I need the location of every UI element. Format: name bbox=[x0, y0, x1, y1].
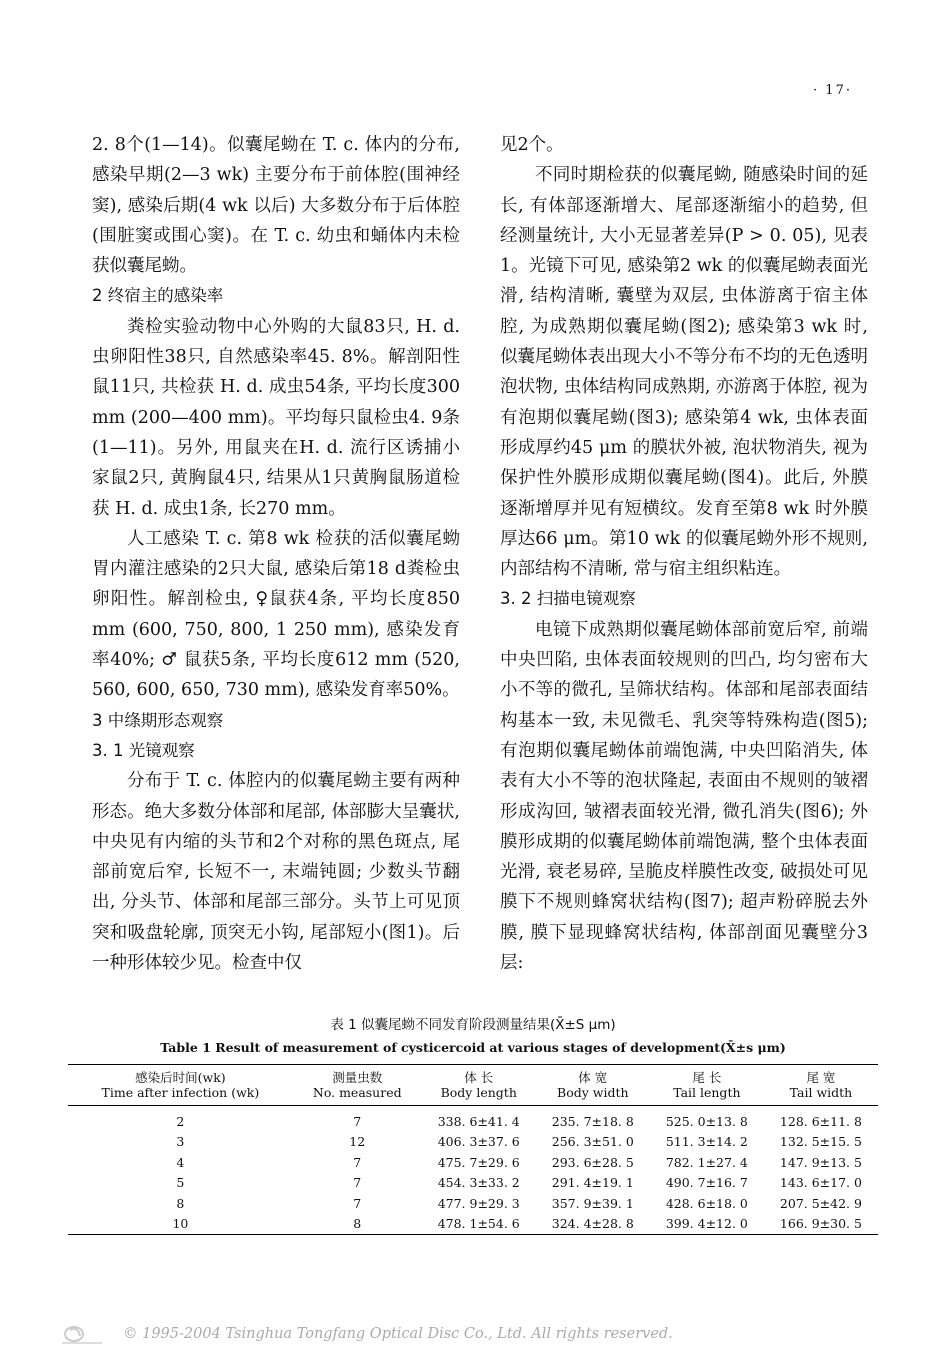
column-header bbox=[68, 1065, 293, 1106]
table-cell: 293. 6±28. 5 bbox=[551, 1154, 634, 1170]
table-cell: 525. 0±13. 8 bbox=[665, 1113, 748, 1129]
table-row bbox=[68, 1132, 878, 1153]
table-cell: 7 bbox=[353, 1175, 362, 1191]
table-cell: 399. 4±12. 0 bbox=[650, 1214, 764, 1235]
table-cell: 143. 6±17. 0 bbox=[779, 1175, 862, 1191]
table-cell: 338. 6±41. 4 bbox=[437, 1113, 520, 1129]
table-cell: 5 bbox=[176, 1175, 185, 1191]
table-cell: 475. 7±29. 6 bbox=[437, 1154, 520, 1170]
column-header-en: Time after infection (wk) bbox=[101, 1085, 260, 1100]
footer bbox=[60, 1322, 920, 1352]
table-cell: 7 bbox=[353, 1195, 362, 1211]
table-cell: 490. 7±16. 7 bbox=[665, 1175, 748, 1191]
column-header-en: No. measured bbox=[312, 1085, 402, 1100]
table-cell: 10 bbox=[68, 1214, 293, 1235]
table-row bbox=[68, 1152, 878, 1173]
table-cell: 406. 3±37. 6 bbox=[437, 1134, 520, 1150]
section-heading: 2 终宿主的感染率 bbox=[92, 286, 224, 306]
table-cell: 2 bbox=[176, 1113, 185, 1129]
body-paragraph: 粪检实验动物中心外购的大鼠83只, H. d. 虫卵阳性38只, 自然感染率45. 8%。解剖阳性鼠11只, 共检获 H. d. 成虫54条, 平均长度300 mm (200—400 mm)。平均每只鼠检虫4. 9条(1—11)。另外, 用鼠夹在H. d. 流行区诱捕小家鼠2只, 黄胸鼠4只, 结果从1只黄胸鼠肠道检获 H. d. 成虫1条, 长270 mm。 bbox=[92, 316, 460, 519]
column-header-cn: 体 长 bbox=[464, 1070, 494, 1085]
table-cell: 7 bbox=[353, 1154, 362, 1170]
table-cell: 8 bbox=[176, 1195, 185, 1211]
table-cell: 3 bbox=[176, 1134, 185, 1150]
column-header-en: Tail width bbox=[789, 1085, 853, 1100]
column-header-cn: 感染后时间(wk) bbox=[135, 1070, 226, 1085]
section-heading: 3. 1 光镜观察 bbox=[92, 740, 195, 760]
table-body bbox=[68, 1106, 878, 1235]
section-heading: 3. 2 扫描电镜观察 bbox=[500, 589, 636, 609]
table-cell: 782. 1±27. 4 bbox=[665, 1154, 748, 1170]
table-cell: 357. 9±39. 1 bbox=[551, 1195, 634, 1211]
table-cell: 454. 3±33. 2 bbox=[437, 1175, 520, 1191]
column-header-cn: 体 宽 bbox=[578, 1070, 608, 1085]
table-row bbox=[68, 1173, 878, 1194]
right-column bbox=[500, 130, 868, 978]
table-cell: 256. 3±51. 0 bbox=[551, 1134, 634, 1150]
page-number: · 17· bbox=[813, 83, 852, 98]
body-paragraph: 2. 8个(1—14)。似囊尾蚴在 T. c. 体内的分布, 感染早期(2—3 wk) 主要分布于前体腔(围神经窦), 感染后期(4 wk 以后) 大多数分布于后体腔(围脏窦或围心窦)。在 T. c. 幼虫和蛹体内未检获似囊尾蚴。 bbox=[92, 135, 460, 277]
table-cell: 128. 6±11. 8 bbox=[779, 1113, 862, 1129]
table-row bbox=[68, 1193, 878, 1214]
table-cell: 4 bbox=[176, 1154, 185, 1170]
table-cell: 324. 4±28. 8 bbox=[536, 1214, 650, 1235]
column-header-en: Tail length bbox=[673, 1085, 741, 1100]
table-row bbox=[68, 1214, 878, 1235]
table-cell: 7 bbox=[353, 1113, 362, 1129]
table-cell: 166. 9±30. 5 bbox=[764, 1214, 878, 1235]
body-paragraph: 不同时期检获的似囊尾蚴, 随感染时间的延长, 有体部逐渐增大、尾部逐渐缩小的趋势, 但经测量统计, 大小无显著差异(P > 0. 05), 见表1。光镜下可见, 感染第2 wk 的似囊尾蚴表面光滑, 结构清晰, 囊壁为双层, 虫体游离于宿主体腔, 为成熟期似囊尾蚴(图2); 感染第3 wk 时, 似囊尾蚴体表出现大小不等分布不均的无色透明泡状物, 虫体结构同成熟期, 亦游离于体腔, 视为有泡期似囊尾蚴(图3); 感染第4 wk, 虫体表面形成厚约45 μm 的膜状外被, 泡状物消失, 视为保护性外膜形成期似囊尾蚴(图4)。此后, 外膜逐渐增厚并见有短横纹。发育至第8 wk 时外膜厚达66 μm。第10 wk 的似囊尾蚴外形不规则, 内部结构不清晰, 常与宿主组织粘连。 bbox=[500, 165, 868, 580]
table-1 bbox=[68, 1014, 878, 1235]
table-cell: 207. 5±42. 9 bbox=[779, 1195, 862, 1211]
cnki-logo-icon bbox=[60, 1324, 104, 1346]
left-column bbox=[92, 130, 460, 978]
copyright-notice: © 1995-2004 Tsinghua Tongfang Optical Disc Co., Ltd. All rights reserved. bbox=[123, 1326, 673, 1342]
table-cell: 477. 9±29. 3 bbox=[437, 1195, 520, 1211]
section-heading: 3 中绦期形态观察 bbox=[92, 710, 224, 730]
table-cell: 235. 7±18. 8 bbox=[551, 1113, 634, 1129]
column-header bbox=[764, 1065, 878, 1106]
column-header bbox=[650, 1065, 764, 1106]
column-header-cn: 尾 长 bbox=[692, 1070, 722, 1085]
table-cell: 132. 5±15. 5 bbox=[779, 1134, 862, 1150]
table-caption-chinese: 表 1 似囊尾蚴不同发育阶段测量结果(X̄±S μm) bbox=[330, 1017, 616, 1033]
column-header bbox=[422, 1065, 536, 1106]
table-cell: 428. 6±18. 0 bbox=[665, 1195, 748, 1211]
body-paragraph: 人工感染 T. c. 第8 wk 检获的活似囊尾蚴胃内灌注感染的2只大鼠, 感染后第18 d粪检虫卵阳性。解剖检虫, ♀鼠获4条, 平均长度850 mm (600, 750, 800, 1 250 mm), 感染发育率40%; ♂ 鼠获5条, 平均长度612 mm (520, 560, 600, 650, 730 mm), 感染发育率50%。 bbox=[92, 528, 460, 701]
table-cell: 511. 3±14. 2 bbox=[665, 1134, 748, 1150]
column-header-cn: 尾 宽 bbox=[806, 1070, 836, 1085]
column-header bbox=[293, 1065, 422, 1106]
body-paragraph: 分布于 T. c. 体腔内的似囊尾蚴主要有两种形态。绝大多数分体部和尾部, 体部膨大呈囊状, 中央见有内缩的头节和2个对称的黑色斑点, 尾部前宽后窄, 长短不一, 末端钝圆; 少数头节翻出, 分头节、体部和尾部三部分。头节上可见顶突和吸盘轮廓, 顶突无小钩, 尾部短小(图1)。后一种形体较少见。检查中仅 bbox=[92, 771, 460, 974]
table-cell: 478. 1±54. 6 bbox=[422, 1214, 536, 1235]
table-header-row bbox=[68, 1065, 878, 1106]
body-paragraph: 见2个。 bbox=[500, 135, 564, 155]
table-row bbox=[68, 1106, 878, 1132]
table-cell: 8 bbox=[293, 1214, 422, 1235]
table-caption-english: Table 1 Result of measurement of cysticercoid at various stages of development(X̄±s μm) bbox=[160, 1040, 786, 1055]
table-cell: 147. 9±13. 5 bbox=[779, 1154, 862, 1170]
column-header-en: Body length bbox=[440, 1085, 517, 1100]
table-cell: 291. 4±19. 1 bbox=[551, 1175, 634, 1191]
column-header-cn: 测量虫数 bbox=[332, 1070, 383, 1085]
body-paragraph: 电镜下成熟期似囊尾蚴体部前宽后窄, 前端中央凹陷, 虫体表面较规则的凹凸, 均匀密布大小不等的微孔, 呈筛状结构。体部和尾部表面结构基本一致, 未见微毛、乳突等特殊构造(图5); 有泡期似囊尾蚴体前端饱满, 中央凹陷消失, 体表有大小不等的泡状隆起, 表面由不规则的皱褶形成沟回, 皱褶表面较光滑, 微孔消失(图6); 外膜形成期的似囊尾蚴体前端饱满, 整个虫体表面光滑, 衰老易碎, 呈脆皮样膜性改变, 破损处可见膜下不规则蜂窝状结构(图7); 超声粉碎脱去外膜, 膜下显现蜂窝状结构, 体部剖面见囊壁分3层: bbox=[500, 619, 868, 974]
table-cell: 12 bbox=[349, 1134, 366, 1150]
column-header-en: Body width bbox=[557, 1085, 629, 1100]
column-header bbox=[536, 1065, 650, 1106]
measurement-table bbox=[68, 1064, 878, 1235]
